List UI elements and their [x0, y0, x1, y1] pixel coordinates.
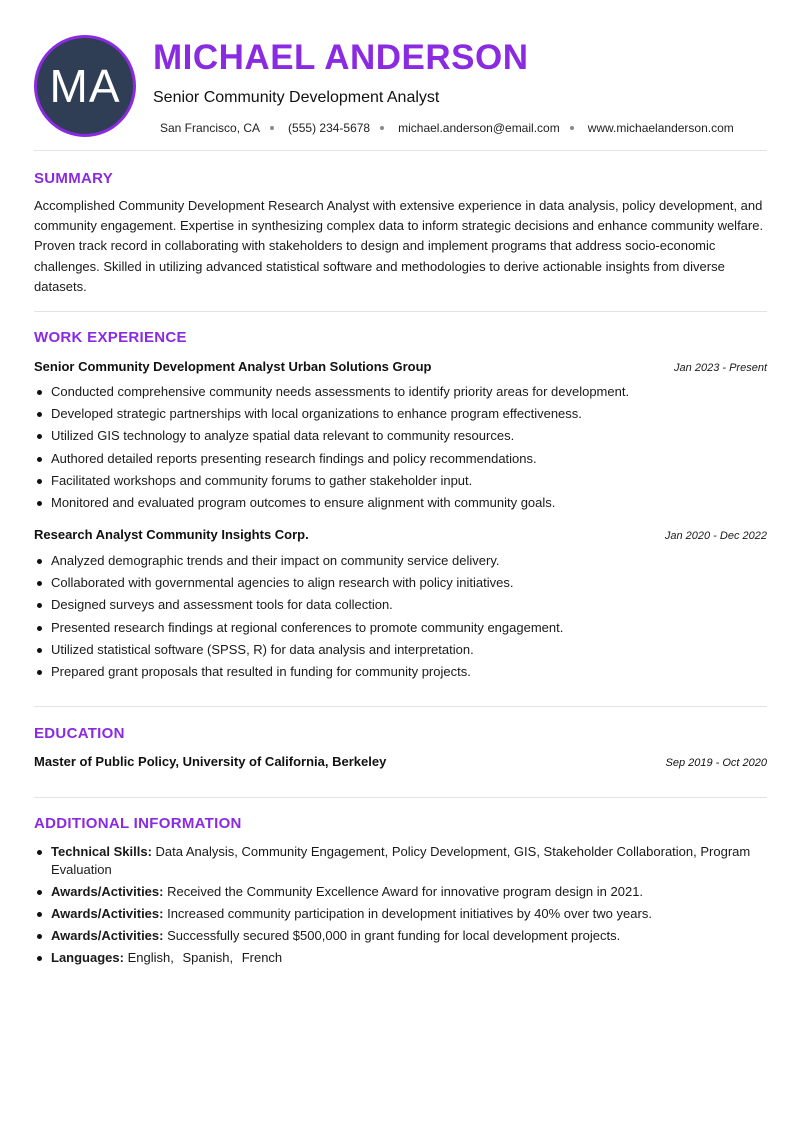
contact-row [160, 121, 734, 135]
language: French [241, 950, 283, 965]
list-item [34, 883, 768, 901]
item-label: Awards/Activities: [51, 884, 164, 899]
divider [34, 797, 767, 798]
language: English, [127, 950, 174, 965]
experience-heading: WORK EXPERIENCE [34, 329, 187, 346]
divider [34, 311, 767, 312]
job-bullets [34, 553, 768, 686]
item-text: Received the Community Excellence Award for innovative program design in 2021. [163, 884, 644, 899]
item-label: Languages: [51, 950, 124, 965]
item-text: Successfully secured $500,000 in grant funding for local development projects. [163, 928, 621, 943]
list-item [34, 927, 768, 945]
education-heading: EDUCATION [34, 725, 125, 742]
item-label: Awards/Activities: [51, 928, 164, 943]
item-text: Data Analysis, Community Engagement, Policy Development, GIS, Stakeholder Collaboration, Program Evaluation [51, 844, 751, 877]
list-item: Collaborated with governmental agencies to align research with policy initiatives. [34, 575, 768, 591]
education-dates: Sep 2019 - Oct 2020 [665, 757, 767, 769]
job-dates: Jan 2020 - Dec 2022 [664, 530, 767, 542]
summary-text: Accomplished Community Development Research Analyst with extensive experience in data analysis, policy development, and community engagement. Expertise in synthesizing complex data to inform strategic decisions and enhance community welfare. Proven track record in collaborating with stakeholders to design and implement programs that address socio-economic challenges. Skilled in utilizing advanced statistical software and methodologies to derive actionable insights from diverse datasets. [34, 198, 764, 294]
divider [34, 706, 767, 707]
education-entry [34, 754, 767, 769]
list-item [34, 843, 768, 879]
list-item: Designed surveys and assessment tools for data collection. [34, 597, 768, 613]
avatar [34, 35, 136, 137]
list-item: Monitored and evaluated program outcomes to ensure alignment with community goals. [34, 495, 768, 511]
divider [34, 150, 767, 151]
list-item: Analyzed demographic trends and their impact on community service delivery. [34, 553, 768, 569]
list-item: Authored detailed reports presenting research findings and policy recommendations. [34, 451, 768, 467]
item-text: Increased community participation in development initiatives by 40% over two years. [163, 906, 652, 921]
contact-email[interactable]: michael.anderson@email.com [398, 121, 560, 135]
job-bullets [34, 384, 768, 517]
education-degree: Master of Public Policy, University of California, Berkeley [34, 754, 387, 769]
contact-website[interactable]: www.michaelanderson.com [587, 121, 734, 135]
list-item: Utilized GIS technology to analyze spatial data relevant to community resources. [34, 428, 768, 444]
contact-phone: (555) 234-5678 [288, 121, 371, 135]
contact-location: San Francisco, CA [160, 121, 261, 135]
candidate-name: MICHAEL ANDERSON [153, 38, 529, 77]
languages-item [34, 949, 768, 967]
summary-heading: SUMMARY [34, 170, 114, 187]
list-item: Facilitated workshops and community forums to gather stakeholder input. [34, 473, 768, 489]
job-header [34, 359, 767, 374]
list-item: Prepared grant proposals that resulted in funding for community projects. [34, 664, 768, 680]
candidate-title: Senior Community Development Analyst [153, 89, 440, 106]
list-item: Conducted comprehensive community needs assessments to identify priority areas for development. [34, 384, 768, 400]
list-item [34, 905, 768, 923]
additional-heading: ADDITIONAL INFORMATION [34, 815, 242, 832]
resume-header [0, 0, 800, 150]
separator-dot-icon [570, 126, 574, 130]
item-label: Awards/Activities: [51, 906, 164, 921]
additional-list [34, 843, 768, 971]
avatar-initials: MA [49, 60, 121, 112]
item-label: Technical Skills: [51, 844, 152, 859]
job-header [34, 527, 767, 542]
job-role: Research Analyst Community Insights Corp. [34, 527, 309, 542]
separator-dot-icon [270, 126, 274, 130]
list-item: Presented research findings at regional conferences to promote community engagement. [34, 620, 768, 636]
job-role: Senior Community Development Analyst Urban Solutions Group [34, 359, 432, 374]
language: Spanish, [182, 950, 234, 965]
separator-dot-icon [380, 126, 384, 130]
list-item: Developed strategic partnerships with local organizations to enhance program effectiveness. [34, 406, 768, 422]
job-dates: Jan 2023 - Present [674, 362, 767, 374]
list-item: Utilized statistical software (SPSS, R) for data analysis and interpretation. [34, 642, 768, 658]
